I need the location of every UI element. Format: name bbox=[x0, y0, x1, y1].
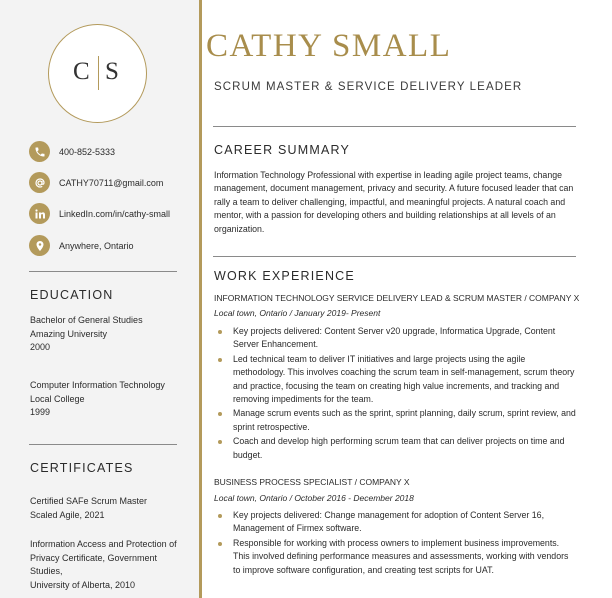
job-bullet: Key projects delivered: Change management for adoption of Content Server 16, Management of Firmex software. bbox=[233, 509, 578, 536]
education-entry bbox=[30, 379, 190, 420]
job-bullets bbox=[233, 509, 578, 578]
education-year: 1999 bbox=[30, 407, 51, 417]
education-school: Amazing University bbox=[30, 328, 108, 339]
certificate-entry bbox=[30, 538, 190, 592]
gold-divider bbox=[199, 0, 202, 598]
certificate-name-line: Privacy Certificate, Government bbox=[30, 552, 158, 563]
candidate-name: CATHY SMALL bbox=[206, 28, 452, 64]
certificate-name-line: Studies, bbox=[30, 566, 63, 576]
job-bullet: Coach and develop high performing scrum team that can deliver projects on time and budget. bbox=[233, 435, 578, 462]
job-bullet: Responsible for working with process owners to implement business improvements. This involved defining performance measures and assessments, working with vendors to improve software configuration, and creating test scripts for UAT. bbox=[233, 537, 578, 577]
phone-number[interactable]: 400-852-5333 bbox=[59, 146, 116, 157]
section-divider bbox=[213, 256, 576, 257]
job-title: INFORMATION TECHNOLOGY SERVICE DELIVERY LEAD & SCRUM MASTER / COMPANY X bbox=[214, 293, 580, 303]
monogram-right-letter: S bbox=[105, 58, 119, 85]
certificate-issuer: University of Alberta, 2010 bbox=[30, 579, 136, 590]
job-bullets bbox=[233, 325, 578, 463]
job-meta: Local town, Ontario / October 2016 - December 2018 bbox=[214, 493, 414, 503]
linkedin-icon bbox=[29, 203, 50, 224]
email-address[interactable]: CATHY70711@gmail.com bbox=[59, 177, 164, 188]
contact-email bbox=[29, 172, 163, 193]
certificate-issuer: Scaled Agile, 2021 bbox=[30, 509, 105, 520]
sidebar-divider bbox=[29, 444, 177, 445]
certificates-heading: CERTIFICATES bbox=[30, 461, 134, 475]
phone-icon bbox=[29, 141, 50, 162]
monogram-left-letter: C bbox=[73, 58, 90, 85]
education-school: Local College bbox=[30, 393, 85, 404]
summary-heading: CAREER SUMMARY bbox=[214, 143, 351, 157]
location-icon bbox=[29, 235, 50, 256]
section-divider bbox=[213, 126, 576, 127]
monogram bbox=[48, 24, 147, 123]
experience-heading: WORK EXPERIENCE bbox=[214, 269, 355, 283]
education-heading: EDUCATION bbox=[30, 288, 114, 302]
education-entry bbox=[30, 314, 190, 355]
job-bullet: Manage scrum events such as the sprint, sprint planning, daily scrum, sprint review, and sprint retrospective. bbox=[233, 407, 578, 434]
linkedin-url[interactable]: LinkedIn.com/in/cathy-small bbox=[59, 208, 171, 219]
education-degree: Bachelor of General Studies bbox=[30, 315, 143, 325]
job-bullet: Key projects delivered: Content Server v20 upgrade, Informatica Upgrade, Content Server Enhancement. bbox=[233, 325, 578, 352]
job-meta: Local town, Ontario / January 2019- Present bbox=[214, 308, 381, 318]
summary-text: Information Technology Professional with expertise in leading agile project teams, change management, document management, privacy and security. A future focused leader that can rally a team to deliver challenging, impactful, and meaningful projects. A natural coach and mentor, with a passion for developing others and building relationships at all levels of an organization. bbox=[214, 170, 574, 234]
candidate-title: SCRUM MASTER & SERVICE DELIVERY LEADER bbox=[214, 81, 523, 93]
education-year: 2000 bbox=[30, 342, 51, 352]
certificate-entry bbox=[30, 495, 190, 522]
certificate-name: Certified SAFe Scrum Master bbox=[30, 496, 148, 506]
job-title: BUSINESS PROCESS SPECIALIST / COMPANY X bbox=[214, 477, 410, 487]
monogram-divider bbox=[98, 56, 99, 90]
sidebar-divider bbox=[29, 271, 177, 272]
contact-linkedin bbox=[29, 203, 170, 224]
certificate-name-line: Information Access and Protection of bbox=[30, 539, 177, 549]
location-text: Anywhere, Ontario bbox=[59, 240, 134, 251]
education-degree: Computer Information Technology bbox=[30, 380, 165, 390]
job-bullet: Led technical team to deliver IT initiatives and large projects using the agile methodology. This involves coaching the scrum team in self-management, scrum theory and practice, focusing the team on creating high value increments, and tracking and removing impediments for the team. bbox=[233, 353, 578, 407]
contact-phone bbox=[29, 141, 115, 162]
contact-location bbox=[29, 235, 134, 256]
email-icon bbox=[29, 172, 50, 193]
